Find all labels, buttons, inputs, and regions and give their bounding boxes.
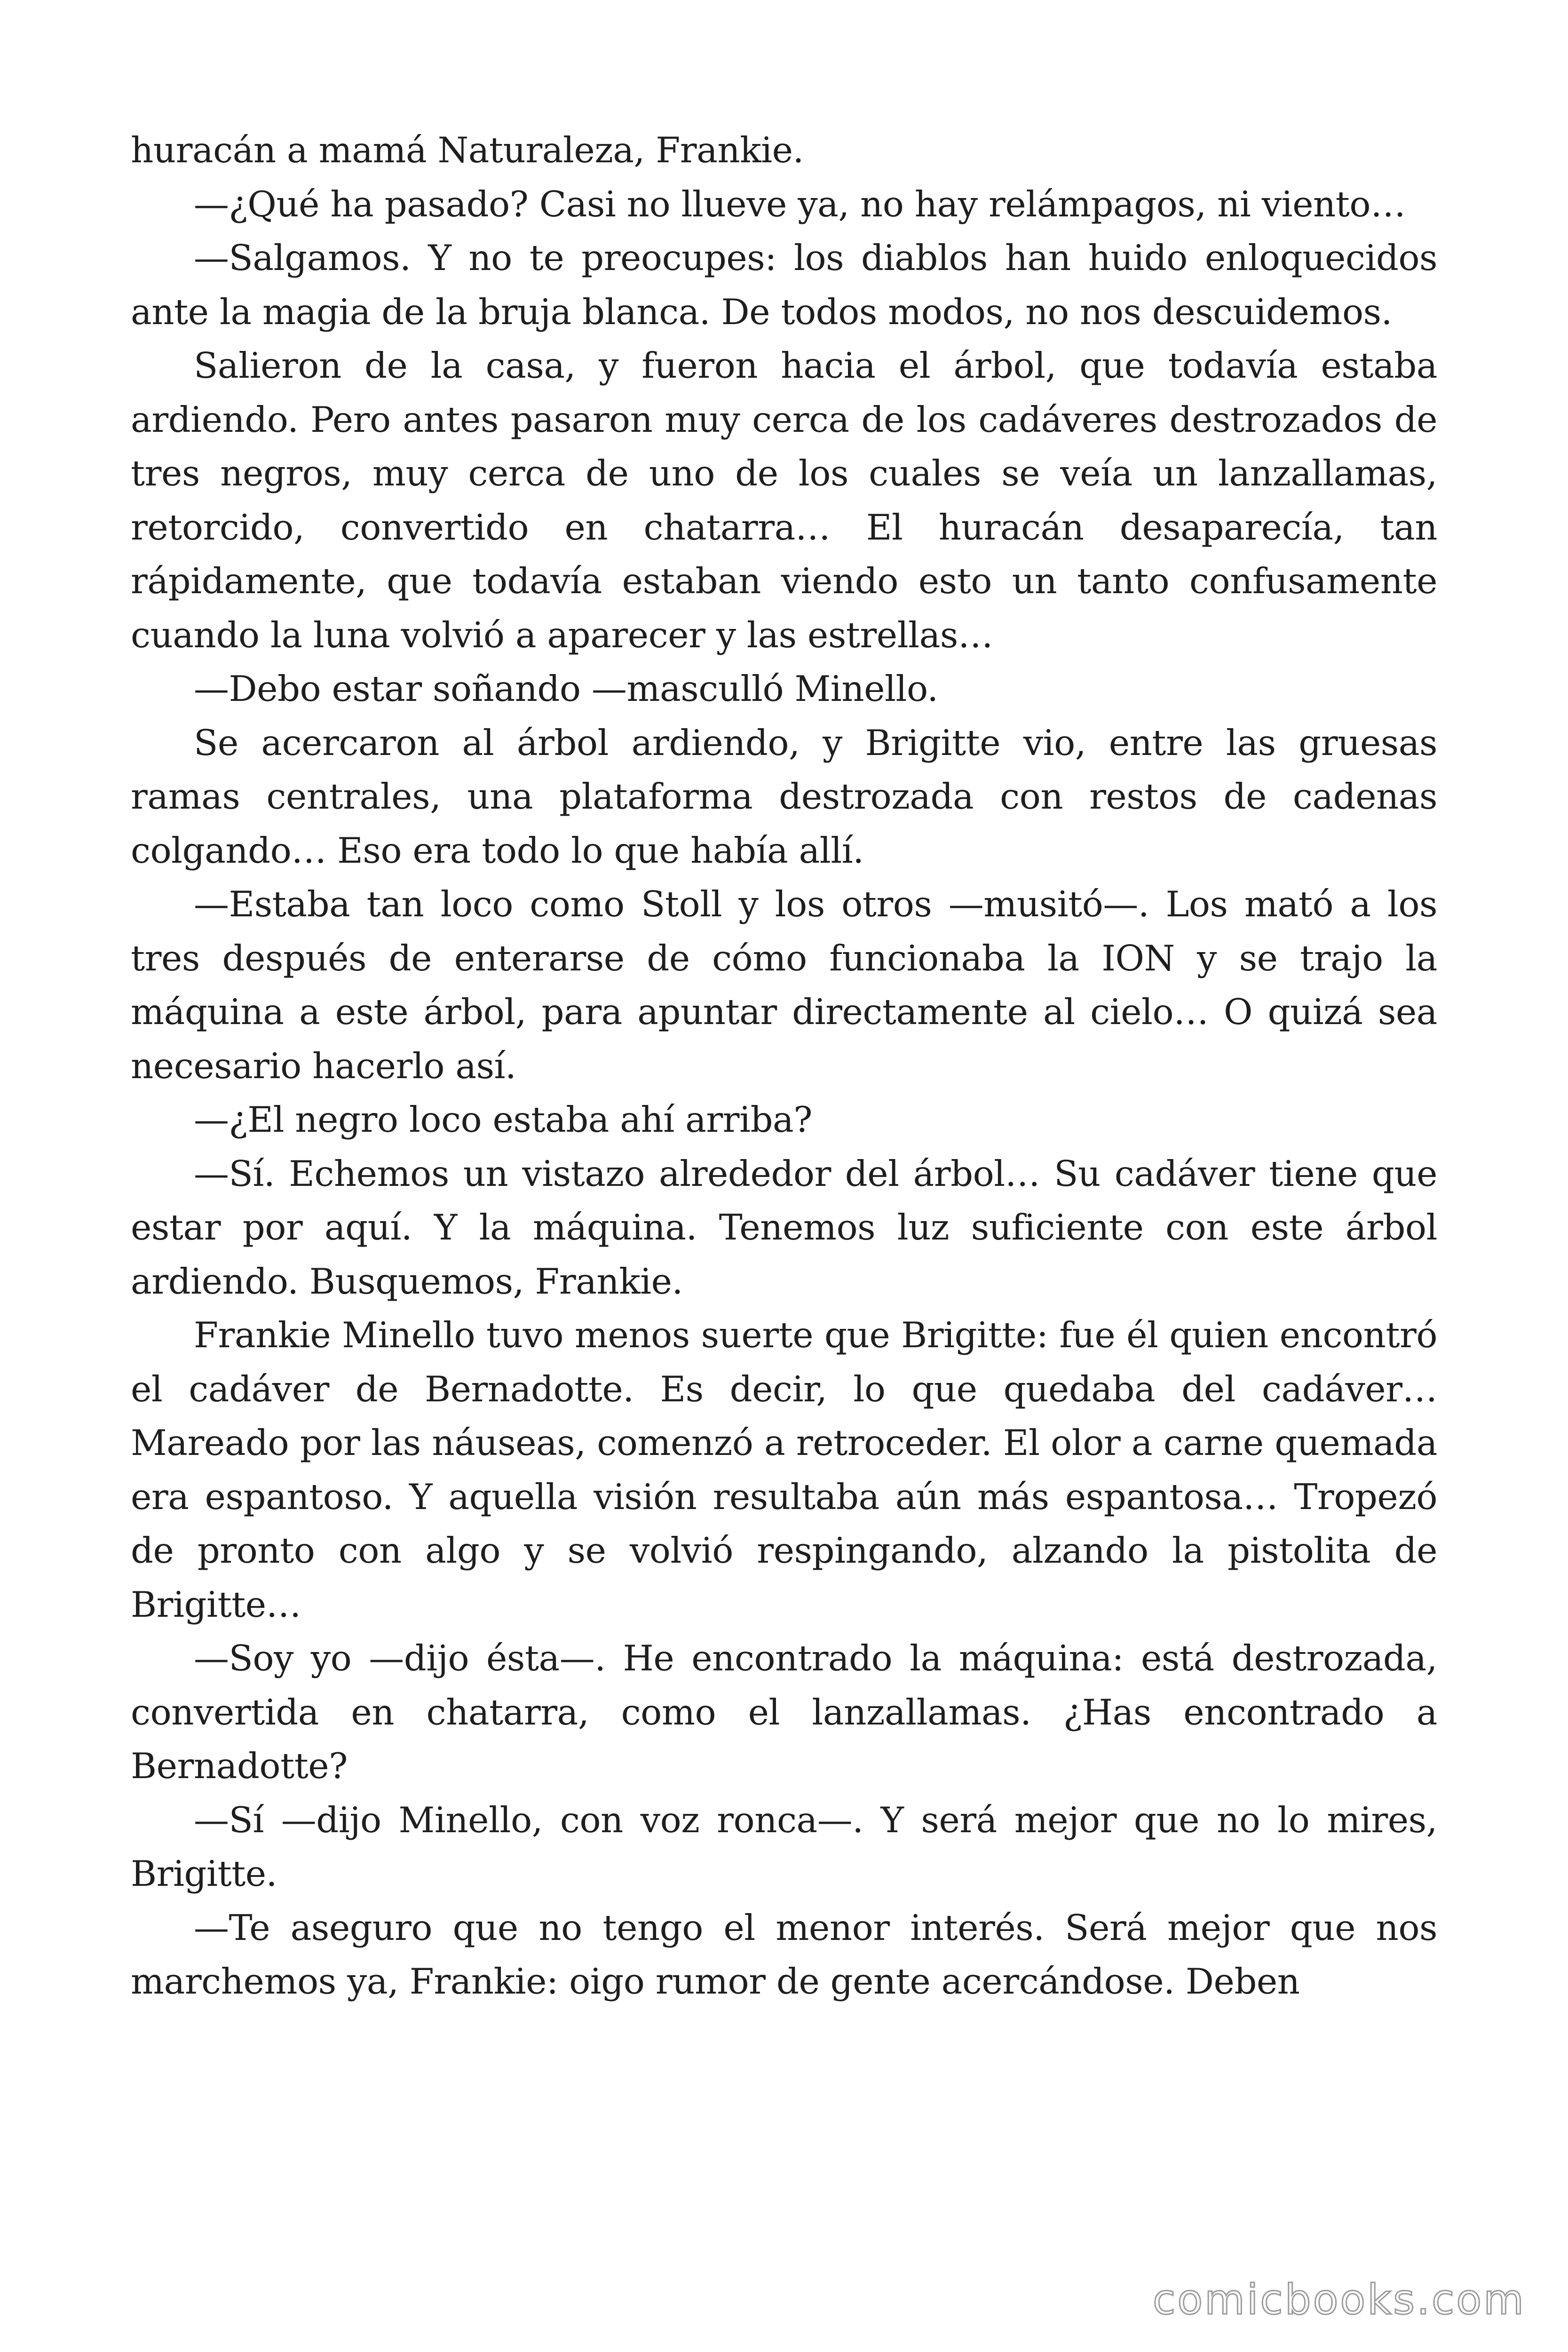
site-watermark: comicbooks.com <box>1152 2275 1526 2324</box>
paragraph: Se acercaron al árbol ardiendo, y Brigitte vio, entre las gruesas ramas centrales, una plataforma destrozada con restos de cadenas colgando… Eso era todo lo que había allí. <box>131 722 1437 871</box>
paragraph: —Debo estar soñando —masculló Minello. <box>194 668 938 709</box>
paragraph: Frankie Minello tuvo menos suerte que Brigitte: fue él quien encontró el cadáver de Bernadotte. Es decir, lo que quedaba del cadáver… Mareado por las náuseas, comenzó a retroceder. El olor a carne quemada era espantoso. Y aquella visión resultaba aún más espantosa… Tropezó de pronto con algo y se volvió respingando, alzando la pistolita de Brigitte… <box>131 1314 1437 1625</box>
paragraph: —¿Qué ha pasado? Casi no llueve ya, no hay relámpagos, ni viento… <box>194 183 1406 225</box>
paragraph: —Sí —dijo Minello, con voz ronca—. Y será mejor que no lo mires, Brigitte. <box>131 1799 1437 1894</box>
book-page-text <box>131 123 1437 2009</box>
paragraph: —Estaba tan loco como Stoll y los otros —musitó—. Los mató a los tres después de enterarse de cómo funcionaba la ION y se trajo la máquina a este árbol, para apuntar directamente al cielo… O quizá sea necesario hacerlo así. <box>131 883 1437 1087</box>
paragraph-continuation: huracán a mamá Naturaleza, Frankie. <box>131 129 804 171</box>
paragraph: —Soy yo —dijo ésta—. He encontrado la máquina: está destrozada, convertida en chatarra, como el lanzallamas. ¿Has encontrado a Bernadotte? <box>131 1637 1437 1787</box>
paragraph: —¿El negro loco estaba ahí arriba? <box>194 1099 812 1140</box>
paragraph: —Te aseguro que no tengo el menor interés. Será mejor que nos marchemos ya, Frankie: oigo rumor de gente acercándose. Deben <box>131 1907 1437 2002</box>
paragraph: —Salgamos. Y no te preocupes: los diablos han huido enloquecidos ante la magia de la bruja blanca. De todos modos, no nos descuidemos. <box>131 237 1437 333</box>
paragraph: —Sí. Echemos un vistazo alrededor del árbol… Su cadáver tiene que estar por aquí. Y la máquina. Tenemos luz suficiente con este árbol ardiendo. Busquemos, Frankie. <box>131 1152 1437 1302</box>
paragraph: Salieron de la casa, y fueron hacia el árbol, que todavía estaba ardiendo. Pero antes pasaron muy cerca de los cadáveres destrozados de tres negros, muy cerca de uno de los cuales se veía un lanzallamas, retorcido, convertido en chatarra… El huracán desaparecía, tan rápidamente, que todavía estaban viendo esto un tanto confusamente cuando la luna volvió a aparecer y las estrellas… <box>131 345 1437 656</box>
